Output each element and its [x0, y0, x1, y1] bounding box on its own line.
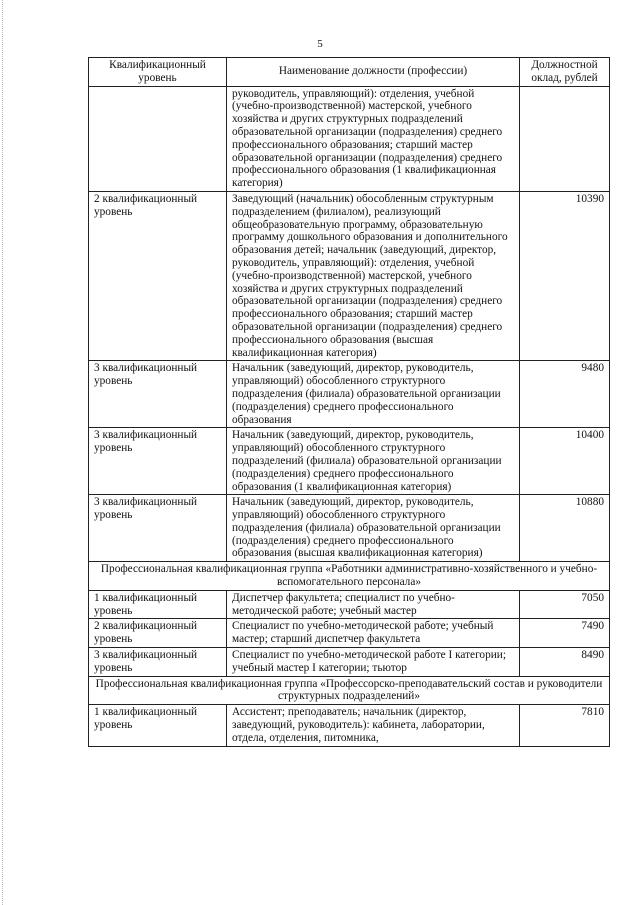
cell-level: 2 квалификационный уровень [89, 191, 227, 360]
cell-salary: 7490 [520, 619, 610, 648]
header-position: Наименование должности (профессии) [227, 58, 520, 87]
cell-position: Диспетчер факультета; специалист по учебно-методической работе; учебный мастер [227, 590, 520, 619]
table-row [89, 619, 610, 648]
page-number: 5 [317, 38, 323, 50]
table-row [89, 705, 610, 746]
cell-level: 2 квалификационный уровень [89, 619, 227, 648]
cell-salary: 9480 [520, 361, 610, 428]
cell-level: 3 квалификационный уровень [89, 428, 227, 495]
cell-salary: 7050 [520, 590, 610, 619]
cell-position: Начальник (заведующий, директор, руководитель, управляющий) обособленного структурного подразделения (филиала) образовательной организации (подразделения) среднего профессионального образования [227, 361, 520, 428]
cell-position: Начальник (заведующий, директор, руководитель, управляющий) обособленного структурного подразделений (филиала) образовательной организации (подразделения) среднего профессионального образования (1 квалификационная категория) [227, 428, 520, 495]
table-row [89, 590, 610, 619]
cell-level: 3 квалификационный уровень [89, 495, 227, 562]
cell-level [89, 86, 227, 191]
header-level: Квалификационный уровень [89, 58, 227, 87]
cell-salary: 7810 [520, 705, 610, 746]
qualification-salary-table [88, 57, 610, 747]
cell-salary: 10400 [520, 428, 610, 495]
cell-position: Специалист по учебно-методической работе I категории; учебный мастер I категории; тьютор [227, 648, 520, 677]
table-row [89, 648, 610, 677]
cell-salary: 10390 [520, 191, 610, 360]
cell-position: Заведующий (начальник) обособленным структурным подразделением (филиалом), реализующий общеобразовательную программу, образовательную программу дошкольного образования и дополнительного образования детей; начальник (заведующий, директор, руководитель, управляющий): отделения, учебной (учебно-производственной) мастерской, учебного хозяйства и других структурных подразделений образовательной организации (подразделения) среднего профессионального образования; старший мастер образовательной организации (подразделения) среднего профессионального образования (высшая квалификационная категория) [227, 191, 520, 360]
cell-position: Специалист по учебно-методической работе; учебный мастер; старший диспетчер факультета [227, 619, 520, 648]
cell-salary [520, 86, 610, 191]
group-heading-teaching-staff: Профессиональная квалификационная группа «Профессорско-преподавательский состав и руководители структурных подразделений» [89, 676, 610, 705]
table-row [89, 361, 610, 428]
table-row [89, 428, 610, 495]
table-row [89, 495, 610, 562]
cell-level: 1 квалификационный уровень [89, 590, 227, 619]
table-row [89, 191, 610, 360]
cell-position: Начальник (заведующий, директор, руководитель, управляющий) обособленного структурного подразделения (филиала) образовательной организации (подразделения) среднего профессионального образования (высшая квалификационная категория) [227, 495, 520, 562]
cell-position: Ассистент; преподаватель; начальник (директор, заведующий, руководитель): кабинета, лаборатории, отдела, отделения, питомника, [227, 705, 520, 746]
cell-salary: 8490 [520, 648, 610, 677]
cell-salary: 10880 [520, 495, 610, 562]
cell-level: 1 квалификационный уровень [89, 705, 227, 746]
group-heading-admin-staff: Профессиональная квалификационная группа «Работники административно-хозяйственного и учебно-вспомогательного персонала» [89, 562, 610, 591]
group-heading-row [89, 562, 610, 591]
cell-position: руководитель, управляющий): отделения, учебной (учебно-производственной) мастерской, учебного хозяйства и других структурных подразделений образовательной организации (подразделения) среднего профессионального образования; старший мастер образовательной организации (подразделения) среднего профессионального образования (1 квалификационная категория) [227, 86, 520, 191]
scan-edge-mark [2, 0, 6, 905]
cell-level: 3 квалификационный уровень [89, 648, 227, 677]
cell-level: 3 квалификационный уровень [89, 361, 227, 428]
table-header-row [89, 58, 610, 87]
group-heading-row [89, 676, 610, 705]
header-salary: Должностной оклад, рублей [520, 58, 610, 87]
table-row [89, 86, 610, 191]
